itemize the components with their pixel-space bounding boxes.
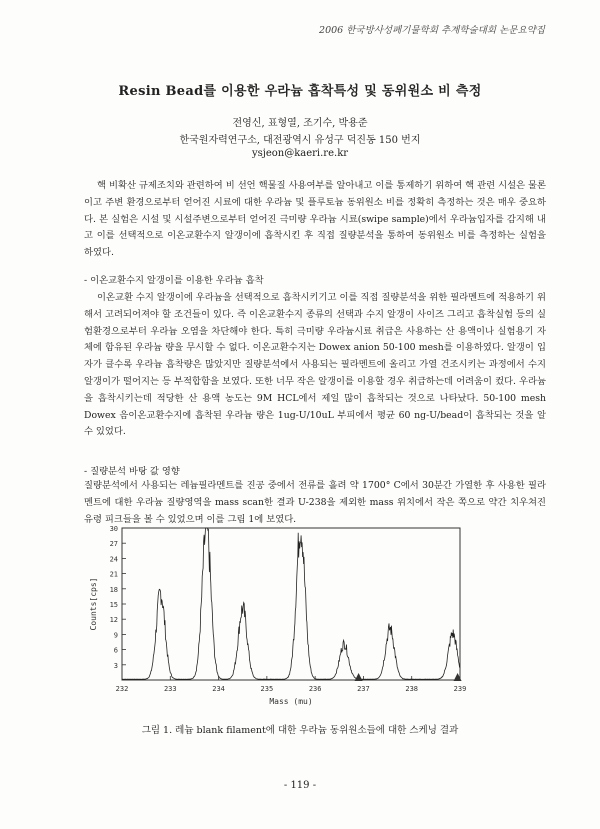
marker-triangle (355, 673, 363, 681)
x-tick-label: 232 (115, 685, 129, 693)
plot-frame (122, 528, 460, 680)
x-tick-label: 239 (453, 685, 467, 693)
x-axis-label: Mass (mu) (269, 697, 313, 706)
y-tick-label: 3 (113, 661, 118, 670)
x-tick-label: 233 (163, 685, 177, 693)
x-tick-label: 237 (357, 685, 370, 693)
y-tick-label: 9 (113, 631, 118, 640)
section1-paragraph: 이온교환 수지 알갱이에 우라늄을 선택적으로 흡착시키기고 이를 직접 질량분석을 위한 필라멘트에 적용하기 위해서 고려되어져야 할 조건들이 있다. 즉 이온교환수지 종류의 선택과 수지 알갱이 사이즈 그리고 흡착실험 등의 실험환경으로부터 우라늄 오염을 차단해야 한다. 특히 극미량 우라늄시료 취급은 사용하는 산 용액이나 실험용기 자체에 함유된 우라늄 량을 무시할 수 없다. 이온교환수지는 Dowex anion 50-100 mesh를 이용하였다. 알갱이 입자가 클수록 우라늄 흡착량은 많았지만 질량분석에서 사용되는 필라멘트에 올리고 가열 건조시키는 과정에서 수지알갱이가 떨어지는 등 부적합함을 보였다. 또한 너무 작은 알갱이를 이용할 경우 취급하는데 어려움이 컸다. 우라늄을 흡착시키는데 적당한 산 용액 농도는 9M HCL에서 제일 많이 흡착되는 것으로 나타났다. 50-100 mesh Dowex 음이온교환수지에 흡착된 우라늄 량은 1ug-U/10uL 부피에서 평균 60 ng-U/bead이 흡착되는 것을 알 수 있었다. (84, 292, 546, 438)
authors: 전영신, 표형열, 조기수, 박용준 (232, 118, 368, 129)
paper-title: Resin Bead를 이용한 우라늄 흡착특성 및 동위원소 비 측정 (118, 84, 482, 99)
intro-paragraph: 핵 비확산 규제조치와 관련하여 비 선언 핵물질 사용여부를 알아내고 이를 통제하기 위하여 핵 관련 시설은 물론이고 주변 환경으로부터 얻어진 시료에 대한 우라늄 및 플루토늄 동위원소 비를 정확히 측정하는 것은 매우 중요하다. 본 실험은 시설 및 시설주변으로부터 얻어진 극미량 우라늄 시료(swipe sample)에서 우라늄입자를 감지해 내고 이를 선택적으로 이온교환수지 알갱이에 흡착시킨 후 직접 질량분석을 통하여 동위원소 비를 측정하는 실험을 하였다. (84, 180, 546, 259)
y-tick-label: 18 (109, 585, 118, 594)
running-header: 2006 한국방사성폐기물학회 추계학술대회 논문요약집 (319, 25, 545, 36)
section2-paragraph: 질량분석에서 사용되는 레늄필라멘트를 진공 중에서 전류를 흘려 약 1700° C에서 30분간 가열한 후 사용한 필라멘트에 대한 우라늄 질량영역을 mass scan한 결과 U-238을 제외한 mass 위치에서 작은 쪽으로 약간 치우쳐진 유령 피크들을 볼 수 있었으며 이를 그림 1에 보였다. (84, 480, 546, 525)
y-axis-label: Counts[cps] (89, 577, 98, 631)
section1-heading: - 이온교환수지 알갱이를 이용한 우라늄 흡착 (84, 275, 264, 286)
y-tick-label: 21 (109, 570, 118, 579)
x-tick-label: 235 (260, 685, 274, 693)
x-tick-label: 234 (212, 685, 225, 693)
y-tick-label: 24 (109, 555, 118, 564)
mass-scan-chart (82, 524, 468, 708)
x-tick-label: 238 (405, 685, 419, 693)
y-tick-label: 27 (109, 540, 118, 549)
spectrum-line (122, 528, 460, 679)
email: ysjeon@kaeri.re.kr (251, 148, 349, 159)
section2-heading: - 질량분석 바탕 값 영향 (84, 466, 180, 477)
y-tick-label: 6 (113, 646, 118, 655)
x-tick-label: 236 (308, 685, 322, 693)
y-tick-label: 30 (109, 525, 118, 533)
figure-caption: 그림 1. 레늄 blank filament에 대한 우라늄 동위원소들에 대한 스케닝 결과 (141, 725, 459, 736)
y-tick-label: 12 (109, 616, 118, 625)
affiliation: 한국원자력연구소, 대전광역시 유성구 덕진동 150 번지 (179, 135, 421, 146)
page-number: - 119 - (283, 780, 317, 791)
y-tick-label: 15 (109, 601, 118, 609)
